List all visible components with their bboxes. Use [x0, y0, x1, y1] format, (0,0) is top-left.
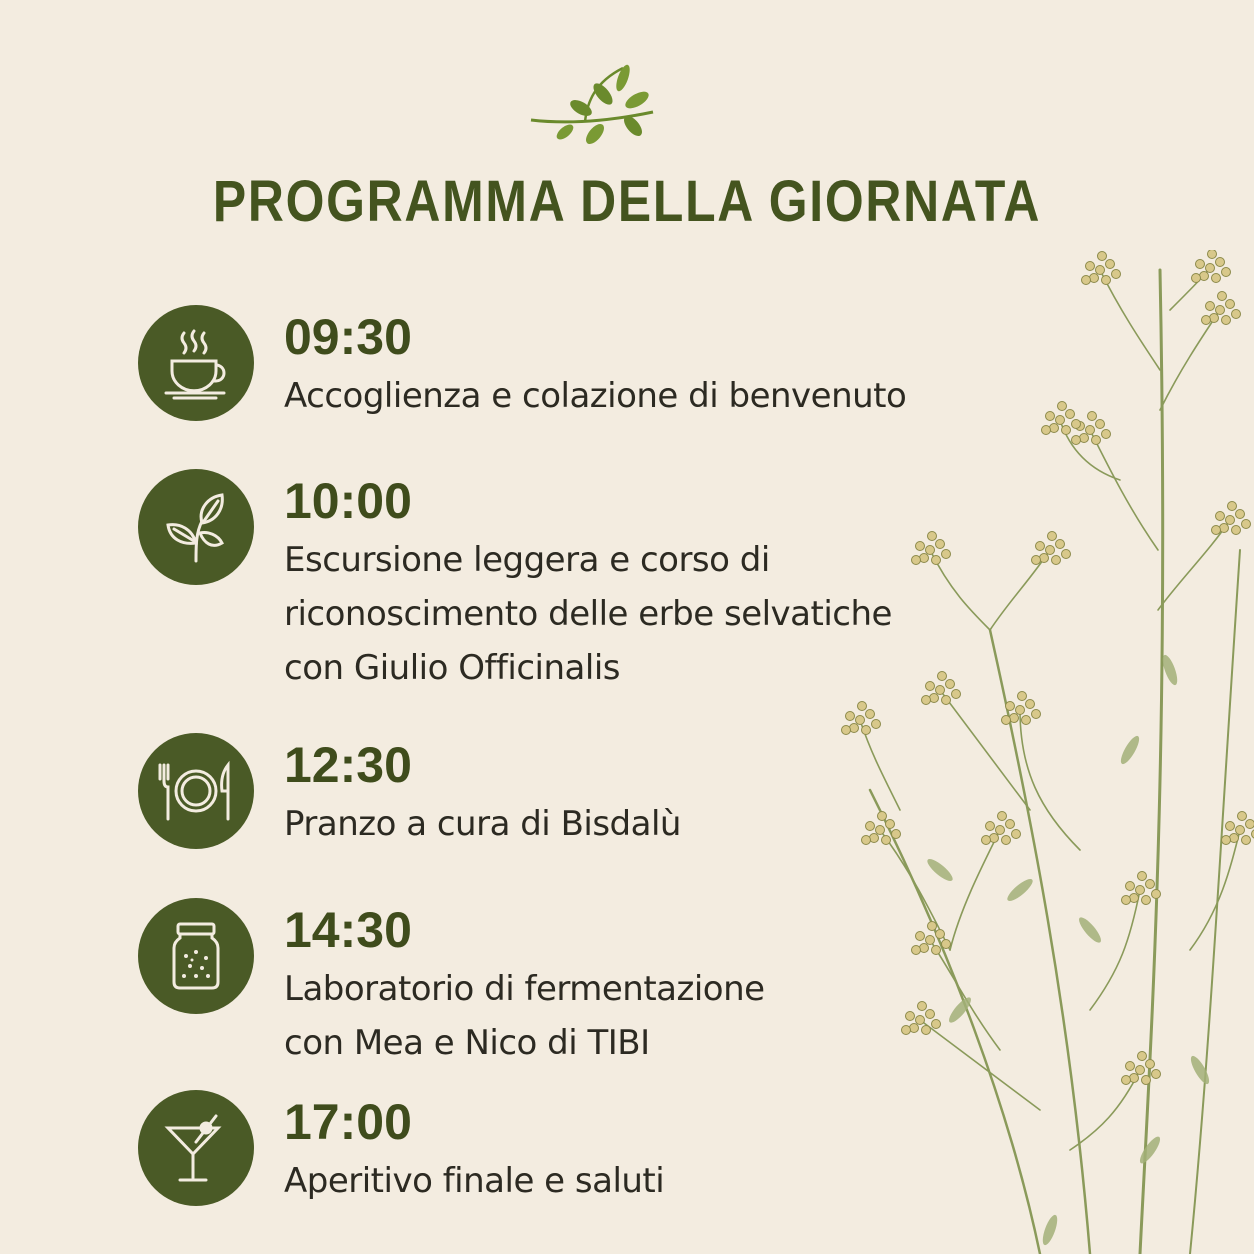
schedule-item-badge — [138, 1090, 254, 1206]
schedule-item-badge — [138, 305, 254, 421]
fermentation-jar-icon — [156, 916, 236, 996]
schedule-time: 17:00 — [284, 1094, 412, 1150]
schedule-time: 09:30 — [284, 309, 412, 365]
schedule-description: Escursione leggera e corso di riconoscimento delle erbe selvatiche con Giulio Officinalis — [284, 540, 892, 688]
schedule-time: 10:00 — [284, 473, 412, 529]
schedule-description: Accoglienza e colazione di benvenuto — [284, 376, 907, 416]
schedule-description: Aperitivo finale e saluti — [284, 1161, 665, 1201]
page-title: PROGRAMMA DELLA GIORNATA — [212, 169, 1042, 234]
coffee-cup-icon — [156, 323, 236, 403]
cocktail-glass-icon — [156, 1108, 236, 1188]
schedule-time: 14:30 — [284, 902, 412, 958]
schedule-description: Pranzo a cura di Bisdalù — [284, 804, 681, 844]
herb-leaves-icon — [156, 487, 236, 567]
schedule-item-badge — [138, 898, 254, 1014]
schedule-item-badge — [138, 469, 254, 585]
schedule-item-badge — [138, 733, 254, 849]
schedule-description: Laboratorio di fermentazione con Mea e Nico di TIBI — [284, 969, 765, 1063]
plate-cutlery-icon — [156, 751, 236, 831]
olive-sprig-icon — [525, 62, 661, 152]
schedule-time: 12:30 — [284, 737, 412, 793]
